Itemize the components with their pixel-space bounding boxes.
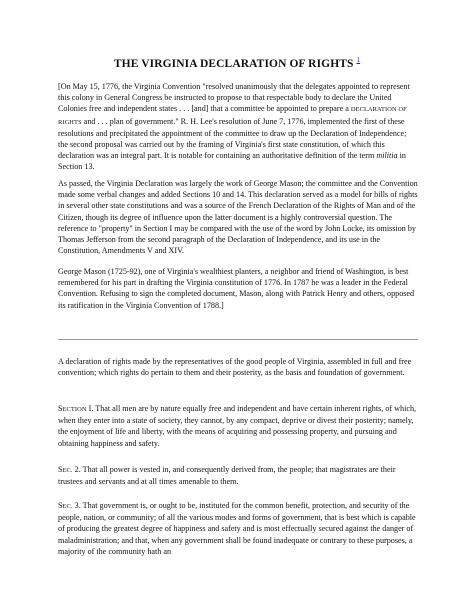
intro-paragraph-1 — [58, 81, 418, 173]
preamble-paragraph — [58, 356, 418, 378]
preamble-text: A declaration of rights made by the representatives of the good people of Virginia, assembled in full and free convention; which rights do pertain to them and their posterity, as the basis and foundation of government. — [58, 357, 412, 378]
section-1-number: I. — [88, 404, 94, 413]
section-2 — [58, 464, 418, 487]
title-text: THE VIRGINIA DECLARATION OF RIGHTS — [113, 58, 354, 70]
section-3-label: SEC. — [58, 501, 73, 510]
declaration-of-rights-smallcaps: DECLARATION OF RIGHTS — [58, 106, 407, 126]
section-3-number: 3. — [74, 501, 81, 510]
section-3 — [58, 500, 418, 557]
intro-p1-part-b: and . . . plan of government." R. H. Lee's resolution of June 7, 1776, implemented the first of these resolutions and precipitated the appointment of the committee to draw up the Declaration of Independence; the second proposal was carried out by the framing of Virginia's first state constitution, of which this declaration was an integral part. It is notable for containing an authoritative definition of the term — [58, 116, 407, 161]
intro-paragraph-2 — [58, 178, 418, 256]
document-title — [0, 56, 474, 70]
footnote-marker — [357, 56, 361, 64]
section-3-text: That government is, or ought to be, instituted for the common benefit, protection, and security of the people, nation, or community; of all the various modes and forms of government, that is best which is capable of producing the greatest degree of happiness and safety and is most effectually secured against the danger of maladministration; and that, when any government shall be found inadequate or contrary to these purposes, a majority of the community hath an — [58, 501, 416, 556]
section-1 — [58, 403, 418, 449]
section-2-number: 2. — [74, 465, 81, 474]
section-2-label: SEC. — [58, 465, 73, 474]
section-2-text: That all power is vested in, and consequently derived from, the people; that magistrates are their trustees and servants and at all times amenable to them. — [58, 465, 396, 487]
intro-p1-part-c: in Section 13. — [58, 151, 406, 172]
intro-p3-text: George Mason (1725-92), one of Virginia's wealthiest planters, a neighbor and friend of Washington, is best remembered for his part in drafting the Virginia constitution of 1776. In 1787 he was a leader in the Federal Convention. Refusing to sign the completed document, Mason, along with Patrick Henry and others, opposed its ratification in the Virginia Convention of 1788.] — [58, 267, 415, 310]
militia-term: militia — [376, 151, 398, 161]
intro-paragraph-3 — [58, 266, 418, 311]
section-1-label: SECTION — [58, 404, 87, 413]
intro-p1-part-a: [On May 15, 1776, the Virginia Convention "resolved unanimously that the delegates appointed to represent this colony in General Congress be instructed to propose to that respectable body to declare the United Colonies free and independent states . . . [and] that a committee be appointed to prepare a — [58, 82, 410, 114]
footnote-link[interactable]: 1 — [356, 56, 361, 64]
section-divider — [58, 339, 418, 340]
section-1-text: That all men are by nature equally free and independent and have certain inherent rights, of which, when they enter into a state of society, they cannot, by any compact, deprive or divest their posterity; namely, the enjoyment of life and liberty, with the means of acquiring and possessing property, and pursuing and obtaining happiness and safety. — [58, 404, 417, 448]
intro-p2-text: As passed, the Virginia Declaration was largely the work of George Mason; the committee and the Convention made some verbal changes and added Sections 10 and 14. This declaration served as a model for bills of rights in several other state constitutions and was a source of the French Declaration of the Rights of Man and of the Citizen, though its degree of influence upon the latter document is a highly controversial question. The reference to "property" in Section I may be compared with the use of the word by John Locke, its omission by Thomas Jefferson from the second paragraph of the Declaration of Independence, and its use in the Constitution, Amendments V and XIV. — [58, 179, 418, 256]
